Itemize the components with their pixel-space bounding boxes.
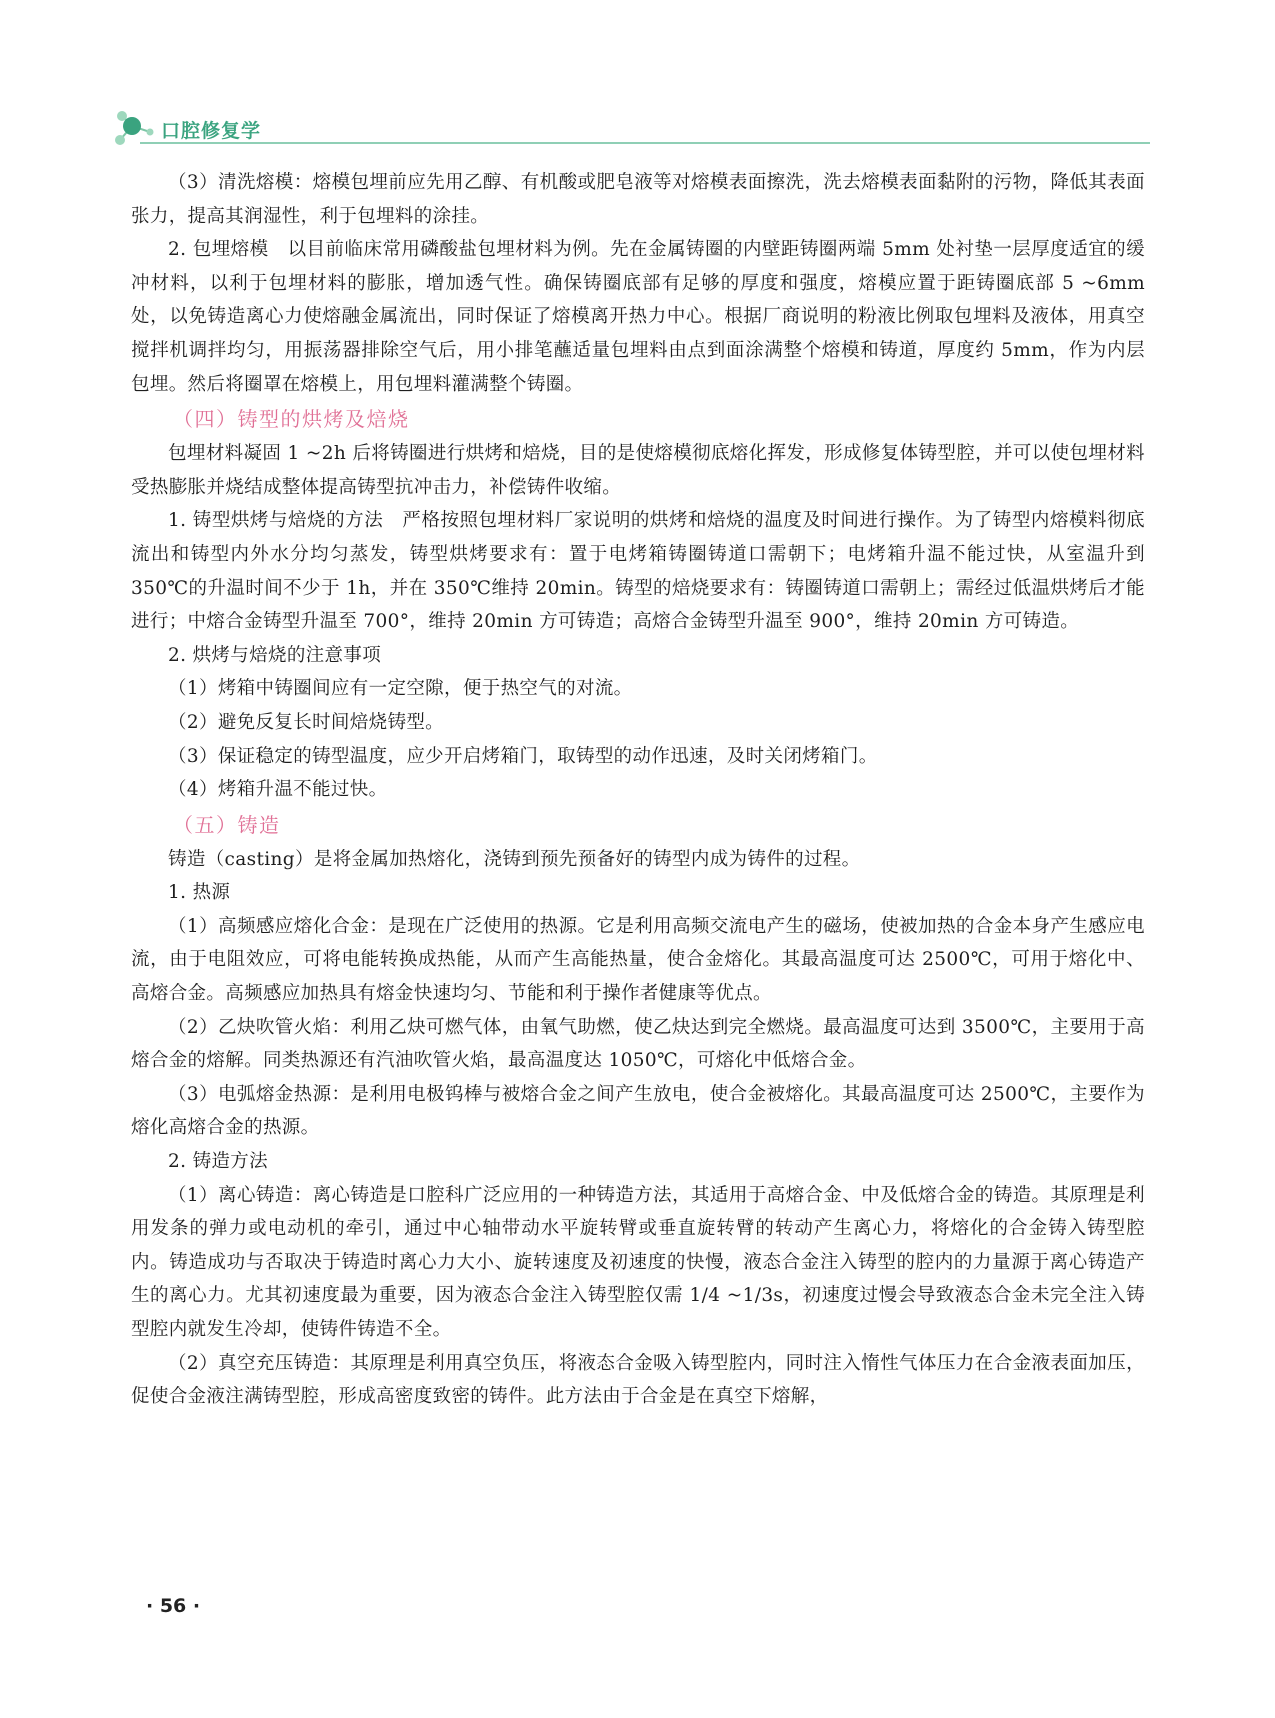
paragraph: （3）电弧熔金热源：是利用电极钨棒与被熔合金之间产生放电，使合金被熔化。其最高温度可达 2500℃，主要作为熔化高熔合金的热源。 — [131, 1083, 1145, 1139]
paragraph: （4）烤箱升温不能过快。 — [168, 779, 388, 801]
paragraph: 包埋材料凝固 1 ~2h 后将铸圈进行烘烤和焙烧，目的是使熔模彻底熔化挥发，形成修复体铸型腔，并可以使包埋材料受热膨胀并烧结成整体提高铸型抗冲击力，补偿铸件收缩。 — [131, 443, 1145, 498]
paragraph: 2. 铸造方法 — [168, 1151, 268, 1173]
paragraph: （1）烤箱中铸圈间应有一定空隙，便于热空气的对流。 — [168, 678, 633, 700]
section-heading: （四）铸型的烘烤及焙烧 — [173, 407, 410, 432]
paragraph: 1. 热源 — [168, 882, 231, 904]
paragraph: （3）清洗熔模：熔模包埋前应先用乙醇、有机酸或肥皂液等对熔模表面擦洗，洗去熔模表面黏附的污物，降低其表面张力，提高其润湿性，利于包埋料的涂挂。 — [131, 172, 1145, 227]
paragraph: （1）高频感应熔化合金：是现在广泛使用的热源。它是利用高频交流电产生的磁场，使被加热的合金本身产生感应电流，由于电阻效应，可将电能转换成热能，从而产生高能热量，使合金熔化。其最高温度可达 2500℃，可用于熔化中、高熔合金。高频感应加热具有熔金快速均匀、节能和利于操作者健康等优点。 — [131, 915, 1145, 1005]
page-body — [131, 166, 1145, 1414]
paragraph: （1）离心铸造：离心铸造是口腔科广泛应用的一种铸造方法，其适用于高熔合金、中及低熔合金的铸造。其原理是利用发条的弹力或电动机的牵引，通过中心轴带动水平旋转臂或垂直旋转臂的转动产生离心力，将熔化的合金铸入铸型腔内。铸造成功与否取决于铸造时离心力大小、旋转速度及初速度的快慢，液态合金注入铸型的腔内的力量源于离心铸造产生的离心力。尤其初速度最为重要，因为液态合金注入铸型腔仅需 1/4 ~1/3s，初速度过慢会导致液态合金未完全注入铸型腔内就发生冷却，使铸件铸造不全。 — [131, 1184, 1145, 1340]
header-rule — [140, 142, 1150, 144]
paragraph: 2. 烘烤与焙烧的注意事项 — [168, 644, 382, 666]
paragraph: 铸造（casting）是将金属加热熔化，浇铸到预先预备好的铸型内成为铸件的过程。 — [168, 848, 861, 870]
paragraph: （2）避免反复长时间焙烧铸型。 — [168, 711, 445, 733]
paragraph: （2）乙炔吹管火焰：利用乙炔可燃气体，由氧气助燃，使乙炔达到完全燃烧。最高温度可达到 3500℃，主要用于高熔合金的熔解。同类热源还有汽油吹管火焰，最高温度达 1050℃，可熔化中低熔合金。 — [131, 1016, 1145, 1072]
paragraph: （2）真空充压铸造：其原理是利用真空负压，将液态合金吸入铸型腔内，同时注入惰性气体压力在合金液表面加压，促使合金液注满铸型腔，形成高密度致密的铸件。此方法由于合金是在真空下熔解， — [131, 1352, 1145, 1408]
page-number: · 56 · — [146, 1595, 201, 1617]
section-heading: （五）铸造 — [173, 812, 281, 837]
book-title: 口腔修复学 — [161, 120, 262, 142]
running-header — [110, 108, 1150, 148]
paragraph: 1. 铸型烘烤与焙烧的方法 严格按照包埋材料厂家说明的烘烤和焙烧的温度及时间进行操作。为了铸型内熔模料彻底流出和铸型内外水分均匀蒸发，铸型烘烤要求有：置于电烤箱铸圈铸道口需朝下；电烤箱升温不能过快，从室温升到 350℃的升温时间不少于 1h，并在 350℃维持 20min。铸型的焙烧要求有：铸圈铸道口需朝上；需经过低温烘烤后才能进行；中熔合金铸型升温至 700°，维持 20min 方可铸造；高熔合金铸型升温至 900°，维持 20min 方可铸造。 — [131, 510, 1145, 633]
paragraph: 2. 包埋熔模 以目前临床常用磷酸盐包埋材料为例。先在金属铸圈的内壁距铸圈两端 5mm 处衬垫一层厚度适宜的缓冲材料，以利于包埋材料的膨胀，增加透气性。确保铸圈底部有足够的厚度和强度，熔模应置于距铸圈底部 5 ~6mm 处，以免铸造离心力使熔融金属流出，同时保证了熔模离开热力中心。根据厂商说明的粉液比例取包埋料及液体，用真空搅拌机调拌均匀，用振荡器排除空气后，用小排笔蘸适量包埋料由点到面涂满整个熔模和铸道，厚度约 5mm，作为内层包埋。然后将圈罩在熔模上，用包埋料灌满整个铸圈。 — [131, 239, 1145, 395]
paragraph: （3）保证稳定的铸型温度，应少开启烤箱门，取铸型的动作迅速，及时关闭烤箱门。 — [168, 745, 878, 767]
